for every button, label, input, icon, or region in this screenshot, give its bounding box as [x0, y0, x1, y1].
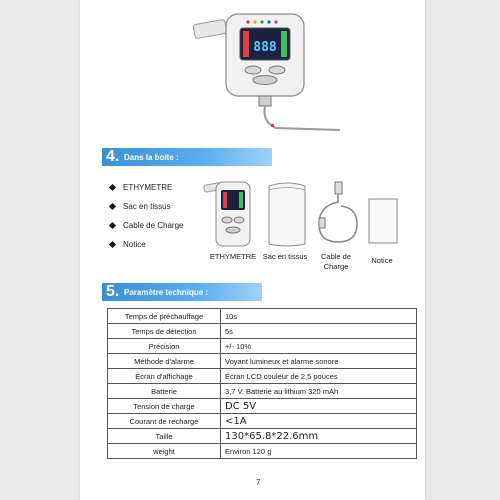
manual-page	[80, 0, 425, 500]
tissue-bag-illustration	[265, 180, 309, 250]
list-item: Cable de Charge	[110, 216, 183, 235]
specs-table	[107, 308, 417, 459]
section-4-banner	[102, 148, 272, 166]
red-dot-mark	[271, 124, 274, 127]
list-item: Sac en tissus	[110, 197, 183, 216]
diamond-bullet-icon	[109, 222, 116, 229]
diamond-bullet-icon	[109, 203, 116, 210]
table-row: Taille 130*65.8*22.6mm	[108, 429, 417, 444]
list-item: Notice	[110, 235, 183, 254]
caption-cable: Cable de Charge	[320, 252, 352, 271]
breathalyzer-small-illustration	[202, 180, 258, 250]
table-row: Batterie 3,7 V. Batterie au lithium 320 mAh	[108, 384, 417, 399]
diamond-bullet-icon	[109, 184, 116, 191]
caption-device: ETHYMETRE	[209, 252, 257, 261]
notice-leaflet-illustration	[368, 198, 398, 244]
table-row: Tension de charge DC 5V	[108, 399, 417, 414]
table-row: Méthode d'alarme Voyant lumineux et alarme sonore	[108, 354, 417, 369]
table-row: Précision +/- 10%	[108, 339, 417, 354]
diamond-bullet-icon	[109, 241, 116, 248]
table-row: Écran d'affichage Écran LCD couleur de 2,5 pouces	[108, 369, 417, 384]
section-4-title: Dans la boite :	[124, 152, 179, 162]
breathalyzer-top-illustration	[190, 0, 340, 140]
section-4-number: 4.	[106, 148, 120, 165]
device-screen-digits: 888	[253, 40, 277, 55]
table-row: weight Environ 120 g	[108, 444, 417, 459]
table-row: Temps de préchauffage 10s	[108, 309, 417, 324]
page-number: 7	[256, 478, 261, 487]
charging-cable-illustration	[315, 180, 361, 250]
section-5-number: 5.	[106, 283, 120, 300]
table-row: Temps de détection 5s	[108, 324, 417, 339]
caption-bag: Sac en tissus	[262, 252, 308, 261]
list-item: ETHYMETRE	[110, 178, 183, 197]
table-row: Courant de recharge <1A	[108, 414, 417, 429]
box-contents-list	[110, 178, 183, 254]
section-5-banner	[102, 283, 262, 301]
section-5-title: Paramètre technique :	[124, 287, 209, 297]
caption-notice: Notice	[371, 256, 393, 265]
